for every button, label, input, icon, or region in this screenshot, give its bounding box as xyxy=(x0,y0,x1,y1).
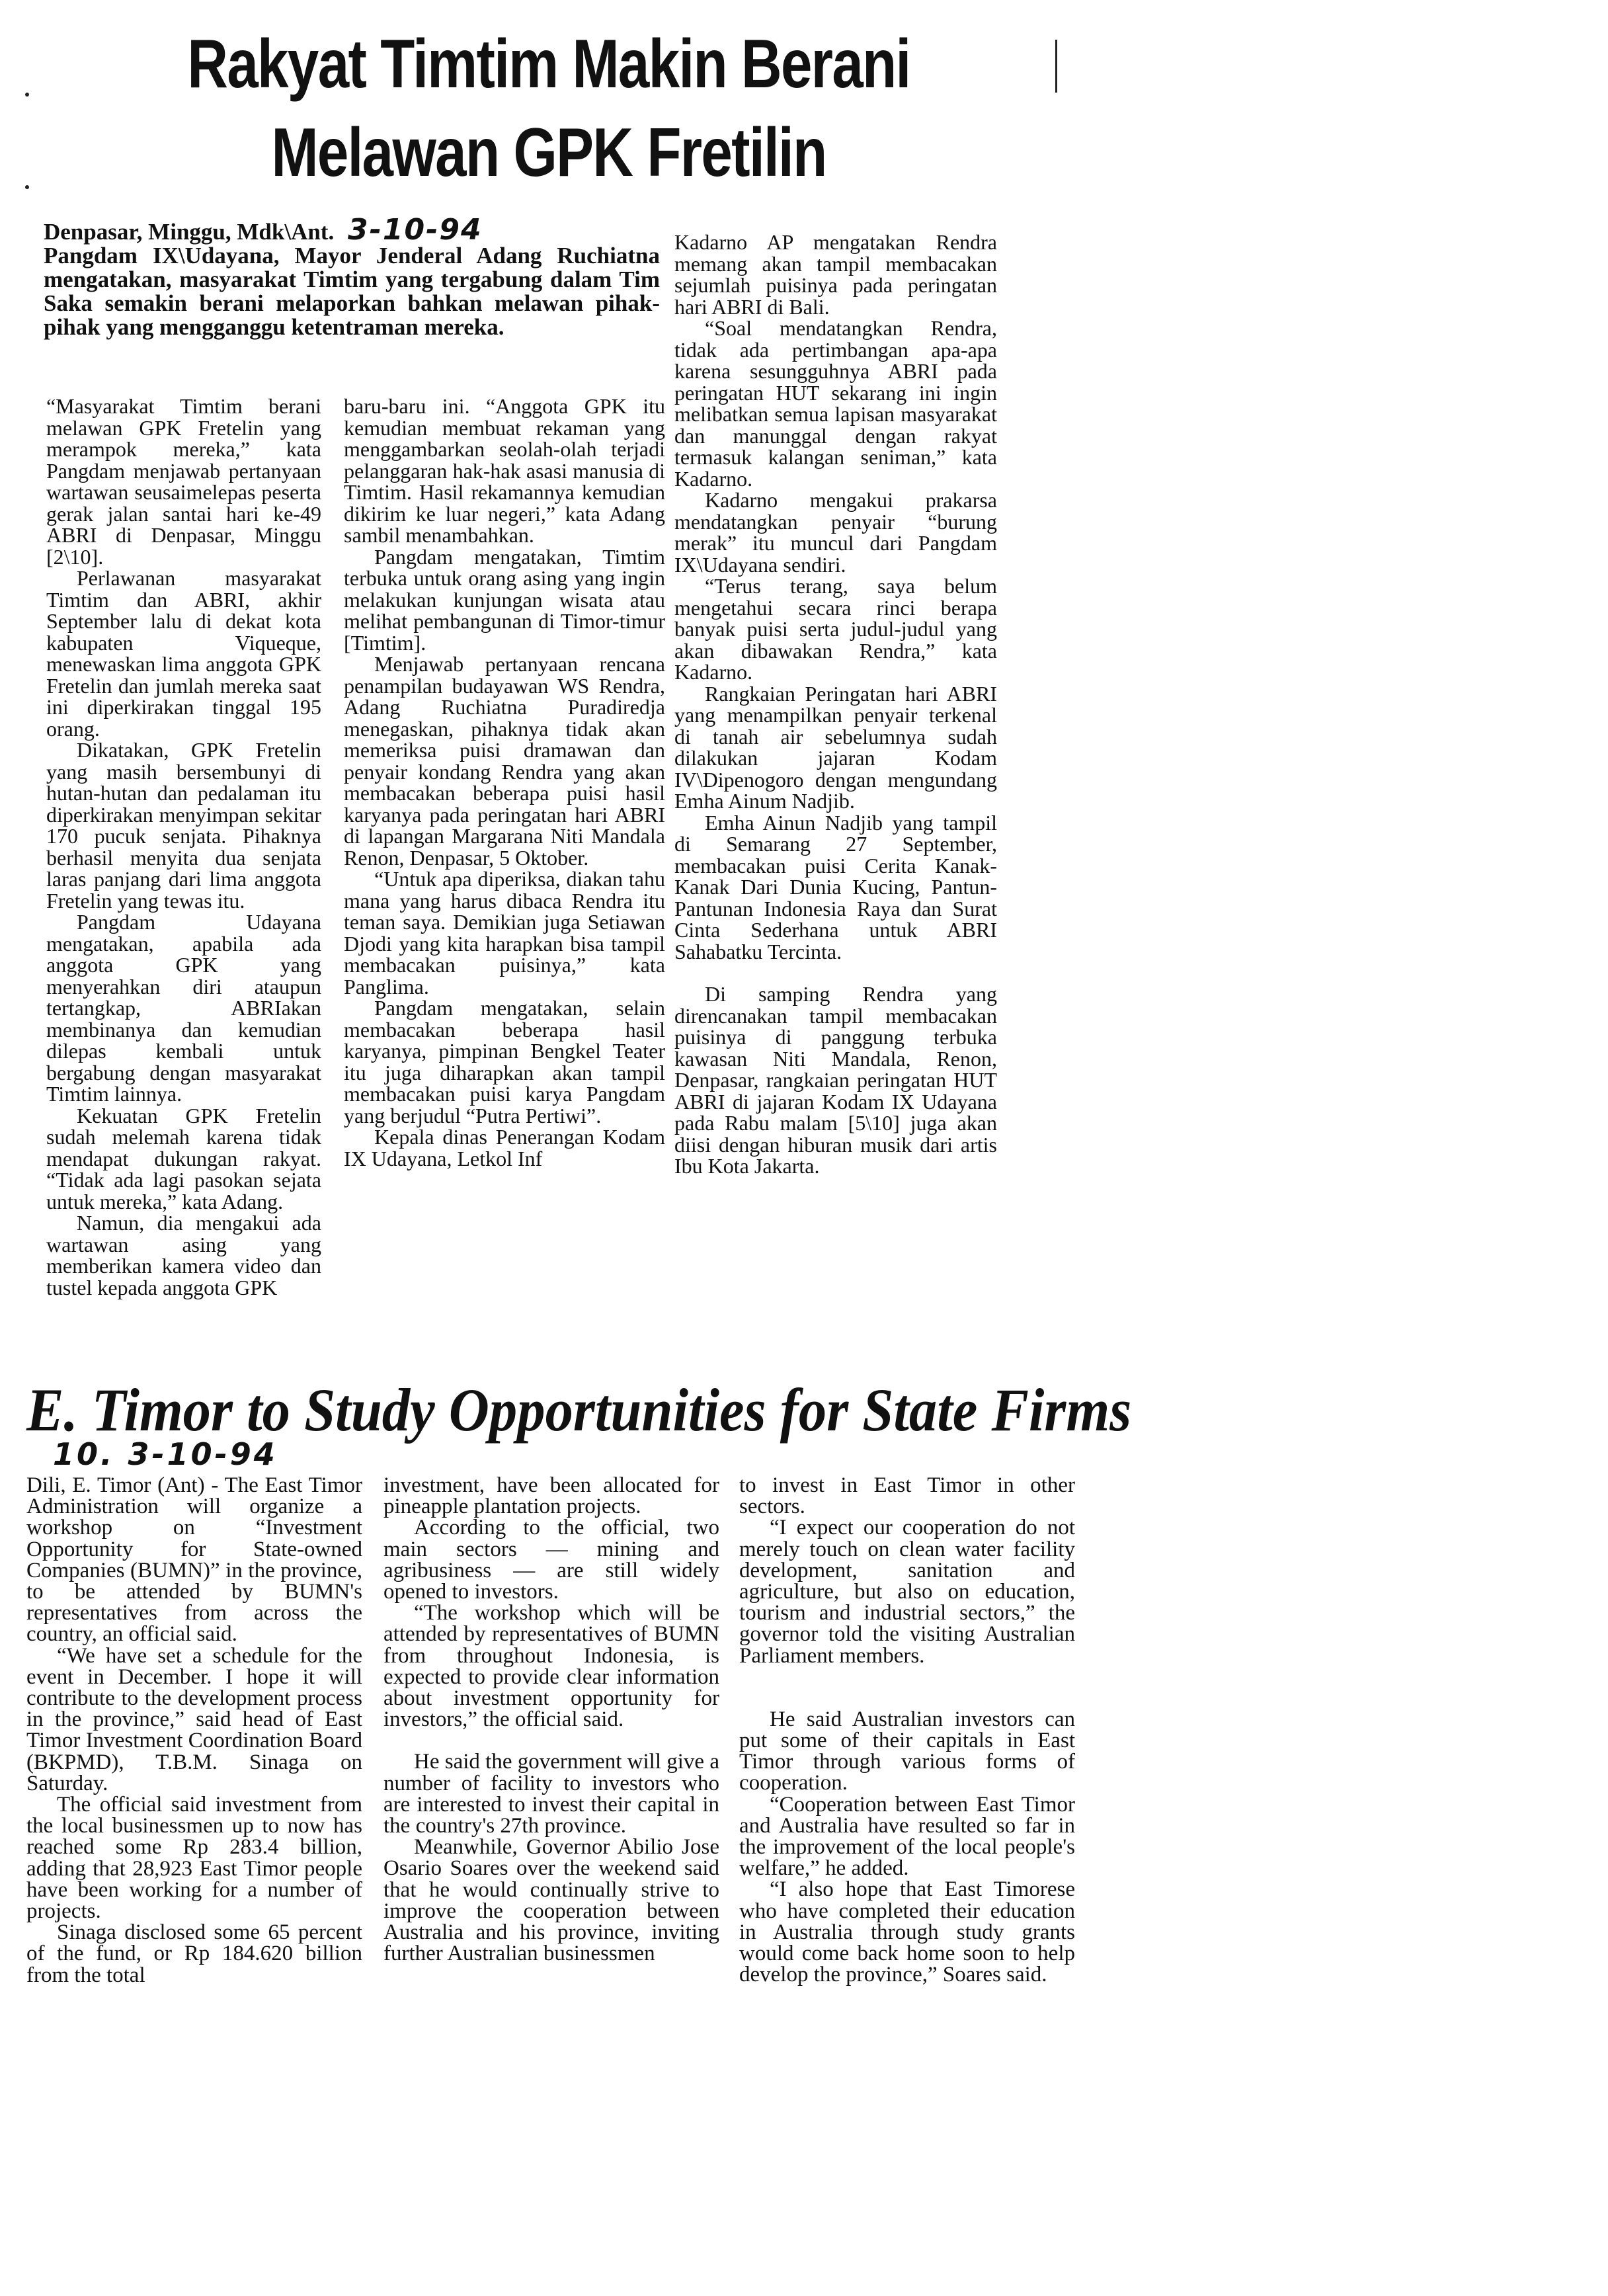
paragraph: Di samping Rendra yang direncanakan tampil membacakan puisinya di panggung terbuka kawasan Niti Mandala, Renon, Denpasar, rangkaian peringatan HUT ABRI di jajaran Kodam IX Udayana pada Rabu malam [5\10] juga akan diisi dengan hiburan musik dari artis Ibu Kota Jakarta. xyxy=(674,982,997,1178)
paragraph: Sinaga disclosed some 65 percent of the fund, or Rp 184.620 billion from the total xyxy=(26,1920,362,1987)
scan-speck xyxy=(25,185,29,189)
paragraph: Kadarno AP mengatakan Rendra memang akan tampil membacakan sejumlah puisinya pada peringatan hari ABRI di Bali. xyxy=(674,230,997,319)
paragraph: Dili, E. Timor (Ant) - The East Timor Administration will organize a workshop on “Investment Opportunity for State-owned Companies (BUMN)” in the province, to be attended by BUMN's representatives from across the country, an official said. xyxy=(26,1473,362,1647)
paragraph: “The workshop which will be attended by representatives of BUMN from throughout Indonesia, is expected to provide clear information about investment opportunity for investors,” the official said. xyxy=(383,1601,719,1732)
article1-column-3 xyxy=(674,231,997,1177)
paragraph: Rangkaian Peringatan hari ABRI yang menampilkan penyair terkenal di tanah air sebelumnya sudah dilakukan jajaran Kodam IV\Dipenogoro dengan mengundang Emha Ainum Nadjib. xyxy=(674,681,997,813)
paragraph: “Masyarakat Timtim berani melawan GPK Fretelin yang merampok mereka,” kata Pangdam menjawab pertanyaan wartawan seusaimelepas peserta gerak jalan santai hari ke-49 ABRI di Denpasar, Minggu [2\10]. xyxy=(46,394,321,569)
dateline: Denpasar, Minggu, Mdk\Ant. xyxy=(44,219,335,245)
paragraph: “We have set a schedule for the event in December. I hope it will contribute to the development process in the province,” said head of East Timor Investment Coordination Board (BKPMD), T.B.M. Sinaga on Saturday. xyxy=(26,1643,362,1795)
paragraph: He said the government will give a number of facility to investors who are interested to invest their capital in the country's 27th province. xyxy=(383,1750,719,1838)
paragraph: Menjawab pertanyaan rencana penampilan budayawan WS Rendra, Adang Ruchiatna Puradiredja menegaskan, pihaknya tidak akan memeriksa puisi dramawan dan penyair kondang Rendra yang akan membacakan beberapa puisi hasil karyanya pada peringatan hari ABRI di lapangan Margarana Niti Mandala Renon, Denpasar, 5 Oktober. xyxy=(344,652,665,870)
paragraph: Kadarno mengakui prakarsa mendatangkan penyair “burung merak” itu muncul dari Pangdam IX\Udayana sendiri. xyxy=(674,488,997,577)
paragraph: Namun, dia mengakui ada wartawan asing yang memberikan kamera video dan tustel kepada anggota GPK xyxy=(46,1211,321,1299)
paragraph: to invest in East Timor in other sectors. xyxy=(739,1473,1075,1519)
article2-column-2 xyxy=(383,1475,719,1964)
lead-paragraph: Pangdam IX\Udayana, Mayor Jenderal Adang Ruchiatna mengatakan, masyarakat Timtim yang tergabung dalam Tim Saka semakin berani melaporkan bahkan melawan pihak-pihak yang mengganggu ketentraman mereka. xyxy=(44,243,660,340)
paragraph: Dikatakan, GPK Fretelin yang masih bersembunyi di hutan-hutan dan pedalaman itu diperkirakan menyimpan sekitar 170 pucuk senjata. Pihaknya berhasil menyita dua senjata laras panjang dari lima anggota Fretelin yang tewas itu. xyxy=(46,738,321,913)
headline-article2: E. Timor to Study Opportunities for State Firms xyxy=(26,1376,1132,1444)
paragraph-gap xyxy=(739,1688,1075,1709)
paragraph: “I also hope that East Timorese who have completed their education in Australia through study grants would come back home soon to help develop the province,” Soares said. xyxy=(739,1877,1075,1987)
paragraph: Kepala dinas Penerangan Kodam IX Udayana, Letkol Inf xyxy=(344,1125,665,1170)
paragraph: Meanwhile, Governor Abilio Jose Osario Soares over the weekend said that he would continually strive to improve the cooperation between Australia and his province, inviting further Australian businessmen xyxy=(383,1835,719,1966)
paragraph: baru-baru ini. “Anggota GPK itu kemudian membuat rekaman yang menggambarkan seolah-olah terjadi pelanggaran hak-hak asasi manusia di Timtim. Hasil rekamannya kemudian dikirim ke luar negeri,” kata Adang sambil menambahkan. xyxy=(344,394,665,547)
paragraph: According to the official, two main sectors — mining and agribusiness — are still widely opened to investors. xyxy=(383,1516,719,1604)
paragraph: Pangdam Udayana mengatakan, apabila ada anggota GPK yang menyerahkan diri ataupun tertangkap, ABRIakan membinanya dan kemudian dilepas kembali untuk bergabung dengan masyarakat Timtim lainnya. xyxy=(46,910,321,1106)
paragraph: “Soal mendatangkan Rendra, tidak ada pertimbangan apa-apa karena sesungguhnya ABRI pada peringatan HUT sekarang ini ingin melibatkan semua lapisan masyarakat dan manunggal dengan rakyat termasuk kalangan seniman,” kata Kadarno. xyxy=(674,316,997,491)
paragraph: “I expect our cooperation do not merely touch on clean water facility development, sanitation and agriculture, but also on education, tourism and industrial sectors,” the governor told the visiting Australian Parliament members. xyxy=(739,1516,1075,1668)
paragraph: Pangdam mengatakan, Timtim terbuka untuk orang asing yang ingin melakukan kunjungan wisata atau melihat pembangunan di Timor-timur [Timtim]. xyxy=(344,544,665,655)
article2-column-1 xyxy=(26,1475,362,1986)
headline-line-2: Melawan GPK Fretilin xyxy=(271,114,826,191)
scan-mark xyxy=(1055,40,1057,93)
paragraph-gap xyxy=(383,1730,719,1751)
scan-speck xyxy=(25,93,29,97)
paragraph: “Untuk apa diperiksa, diakan tahu mana yang harus dibaca Rendra itu teman saya. Demikian juga Setiawan Djodi yang kita harapkan bisa tampil membacakan puisinya,” kata Panglima. xyxy=(344,867,665,999)
handwritten-date-2: 10. 3-10-94 xyxy=(53,1436,278,1472)
paragraph: Kekuatan GPK Fretelin sudah melemah karena tidak mendapat dukungan rakyat. “Tidak ada lagi pasokan sejata untuk mereka,” kata Adang. xyxy=(46,1103,321,1213)
paragraph: Emha Ainun Nadjib yang tampil di Semarang 27 September, membacakan puisi Cerita Kanak-Kanak Dari Dunia Kucing, Pantun-Pantunan Indonesia Raya dan Surat Cinta Sederhana untuk ABRI Sahabatku Tercinta. xyxy=(674,810,997,964)
handwritten-date-1: 3-10-94 xyxy=(347,213,483,247)
headline-line-1: Rakyat Timtim Makin Berani xyxy=(187,26,910,102)
paragraph: “Terus terang, saya belum mengetahui secara rinci berapa banyak puisi serta judul-judul yang akan dibawakan Rendra,” kata Kadarno. xyxy=(674,574,997,684)
article1-column-1 xyxy=(46,395,321,1298)
article2-column-3 xyxy=(739,1475,1075,1985)
article1-lead xyxy=(44,213,660,340)
paragraph: investment, have been allocated for pineapple plantation projects. xyxy=(383,1473,719,1519)
paragraph: Pangdam mengatakan, selain membacakan beberapa hasil karyanya, pimpinan Bengkel Teater itu juga diharapkan akan tampil membacakan puisi karya Pangdam yang berjudul “Putra Pertiwi”. xyxy=(344,996,665,1128)
paragraph: “Cooperation between East Timor and Australia have resulted so far in the improvement of the local people's welfare,” he added. xyxy=(739,1792,1075,1881)
paragraph: The official said investment from the local businessmen up to now has reached some Rp 283.4 billion, adding that 28,923 East Timor people have been working for a number of projects. xyxy=(26,1793,362,1924)
paragraph: Perlawanan masyarakat Timtim dan ABRI, akhir September lalu di dekat kota kabupaten Viqueque, menewaskan lima anggota GPK Fretelin dan jumlah mereka saat ini diperkirakan tinggal 195 orang. xyxy=(46,566,321,741)
paragraph-gap xyxy=(674,962,997,983)
article1-column-2 xyxy=(344,395,665,1169)
paragraph: He said Australian investors can put some of their capitals in East Timor through various forms of cooperation. xyxy=(739,1707,1075,1795)
paragraph-gap xyxy=(739,1666,1075,1688)
